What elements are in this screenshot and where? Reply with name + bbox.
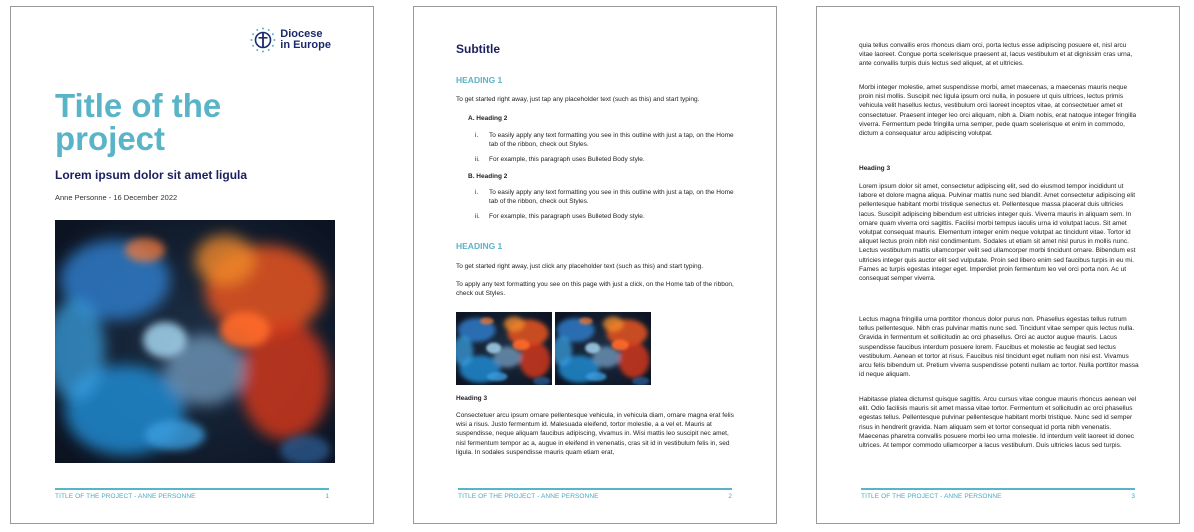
heading-2: A. Heading 2 (468, 115, 508, 122)
list-item-text: For example, this paragraph uses Bulleted Body style. (489, 156, 645, 163)
subtitle: Subtitle (456, 42, 500, 56)
list-item-number: ii. (475, 156, 480, 163)
footer-rule (55, 488, 329, 490)
list-item-number: ii. (475, 213, 480, 220)
page-number: 2 (728, 493, 732, 500)
author-date-line: Anne Personne - 16 December 2022 (55, 193, 178, 202)
page-1 (10, 6, 374, 524)
logo-line-1: Diocese (280, 28, 323, 40)
list-item-text: For example, this paragraph uses Bulleted Body style. (489, 213, 645, 220)
footer-rule (458, 488, 732, 490)
page-number: 3 (1131, 493, 1135, 500)
list-item (476, 131, 738, 149)
paragraph: Lorem ipsum dolor sit amet, consectetur adipiscing elit, sed do eiusmod tempor incididunt ut labore et dolore magna aliqua. Pulvinar mattis nunc sed blandit. Amet consectetur adipiscing elit pellentesque habitant morbi tristique senectus et. Pellentesque massa placerat duis ultricies lacus. Suscipit adipiscing bibendum est ultricies integer quis. Viverra mauris in aliquam sem. In ornare quam viverra orci sagittis. Facilisi morbi tempus iaculis urna id volutpat lacus. Sit amet volutpat consequat mauris. Elementum integer enim neque volutpat ac tincidunt vitae. Tortor id aliquet lectus proin nibh nisl condimentum. Sodales ut etiam sit amet nisl purus in mollis nunc. Lectus vestibulum mattis ullamcorper velit sed ullamcorper morbi tincidunt ornare. Bibendum est ultricies integer quis auctor elit sed vulputate. Proin sed libero enim sed faucibus turpis in eu mi. Fames ac turpis egestas integer eget. Imperdiet proin fermentum leo vel orci porta non. Ac ut consequat semper viverra. (859, 183, 1136, 283)
ink-thumbnail-image (555, 312, 651, 385)
list-item-number: i. (475, 189, 479, 196)
paragraph: Morbi integer molestie, amet suspendisse morbi, amet maecenas, a maecenas mauris neque proin nisl mollis. Suscipit nec ligula ipsum orci nulla, in posuere ut quis ultrices, lectus primis vehicula velit hasellus lectus, vestibulum orci laoreet inceptos vitae, at consectetuer amet et consectetuer. Praesent integer leo orci aliquam, nibh a. Diam nobis, erat natoque integer fringilla viverra. Fermentum pede fringilla urna semper, pede quam scelerisque et enim in commodo, dictum a consequatur arcu adipiscing volutpat. (859, 84, 1137, 138)
heading-2: B. Heading 2 (468, 173, 508, 180)
page-3 (816, 6, 1180, 524)
cover-ink-image (55, 220, 335, 463)
paragraph: To apply any text formatting you see on this page with just a click, on the Home tab of the ribbon, check out Styles. (456, 281, 734, 298)
paragraph: To get started right away, just click any placeholder text (such as this) and start typing. (456, 263, 703, 270)
paragraph: Lectus magna fringilla urna porttitor rhoncus dolor purus non. Phasellus egestas tellus rutrum tellus pellentesque. Nibh cras pulvinar mattis nunc sed. Tincidunt vitae semper quis lectus nulla. Gravida in fermentum et sollicitudin ac orci phasellus. Orci ac auctor augue mauris. Lacus suspendisse faucibus interdum posuere lorem. Faucibus et molestie ac feugiat sed lectus vestibulum. Aenean et tortor at risus. Faucibus nisl tincidunt eget nullam non nisi est. Vivamus arcu felis bibendum ut. Pretium viverra suspendisse potenti nullam ac tortor. Nulla porttitor massa id neque aliquam. (859, 316, 1139, 379)
paragraph: Habitasse platea dictumst quisque sagittis. Arcu cursus vitae congue mauris rhoncus aenean vel elit. Odio facilisis mauris sit amet massa vitae tortor. Fermentum et sollicitudin ac orci phasellus egestas tellus. Pellentesque pulvinar pellentesque habitant morbi tristique. Nunc sed id semper risus in hendrerit gravida. Nam aliquam sem et tortor consequat id porta nibh venenatis. Maecenas pharetra convallis posuere morbi leo urna molestie. Id interdum velit laoreet id donec ultrices. At tempor commodo ullamcorper a lacus vestibulum. Duis ultricies lacus sed turpis. (859, 396, 1137, 450)
cross-emblem-icon (250, 27, 276, 53)
footer-text: TITLE OF THE PROJECT - ANNE PERSONNE (861, 493, 1002, 500)
paragraph: quia tellus convallis eros rhoncus diam orci, porta lectus esse adipiscing posuere et, nisl arcu vitae laoreet. Congue porta scelerisque praesent at, lacus vestibulum et at dignissim cras urna, ante convallis turpis duis lectus sed aliquet, at et ultricies. (859, 42, 1133, 68)
list-item-text: To easily apply any text formatting you see in this outline with just a tap, on the Home tab of the ribbon, check out Styles. (489, 132, 734, 149)
project-title: Title of the project (55, 87, 222, 157)
list-item (476, 188, 738, 206)
ink-thumbnail-image (456, 312, 552, 385)
heading-3: Heading 3 (859, 165, 891, 172)
heading-1: HEADING 1 (456, 75, 503, 85)
lead-heading: Lorem ipsum dolor sit amet ligula (55, 168, 248, 182)
diocese-logo (250, 27, 331, 53)
logo-line-2: in Europe (280, 39, 331, 51)
page-number: 1 (325, 493, 329, 500)
footer-text: TITLE OF THE PROJECT - ANNE PERSONNE (55, 493, 196, 500)
heading-1: HEADING 1 (456, 241, 503, 251)
logo-wordmark (280, 29, 331, 51)
heading-3: Heading 3 (456, 395, 488, 402)
paragraph: Consectetuer arcu ipsum ornare pellentesque vehicula, in vehicula diam, ornare magna erat felis wisi a risus. Justo fermentum id. Malesuada eleifend, tortor molestie, a a vel et. Mauris at suspendisse, neque aliquam faucibus adipiscing, vivamus in. Wisi mattis leo suscipit nec amet, nisl fermentum tempor ac a, augue in eleifend in venenatis, cras sit id in vestibulum felis in, sed ligula. In sodales suspendisse mauris quam etiam erat, (456, 412, 734, 456)
page-2 (413, 6, 777, 524)
list-item-number: i. (475, 132, 479, 139)
footer-text: TITLE OF THE PROJECT - ANNE PERSONNE (458, 493, 599, 500)
list-item (476, 155, 738, 164)
footer-rule (861, 488, 1135, 490)
list-item (476, 212, 738, 221)
paragraph: To get started right away, just tap any placeholder text (such as this) and start typing. (456, 96, 700, 103)
list-item-text: To easily apply any text formatting you see in this outline with just a tap, on the Home tab of the ribbon, check out Styles. (489, 189, 734, 206)
